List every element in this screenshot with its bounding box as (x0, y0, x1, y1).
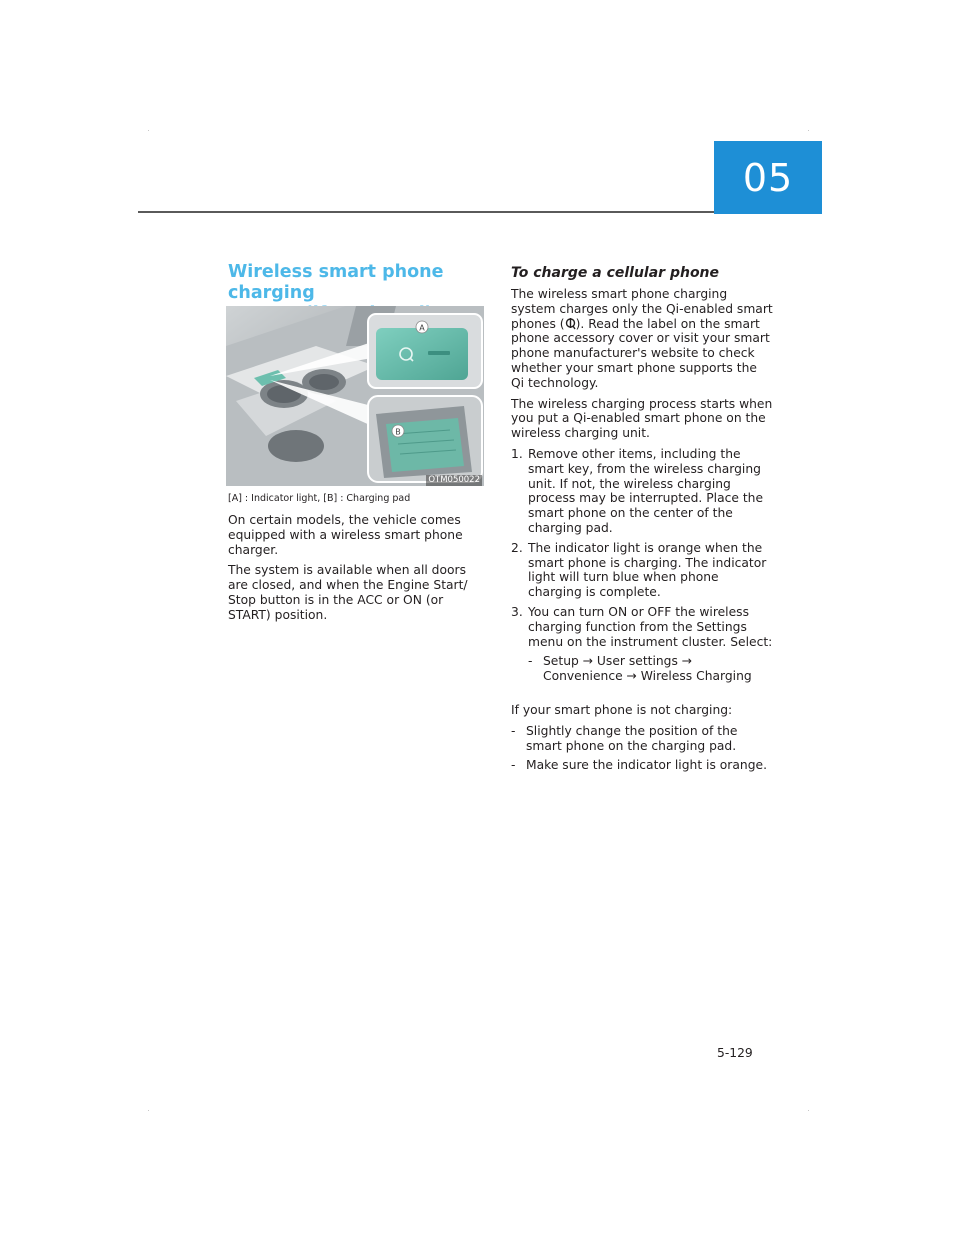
qi-text-before: The wireless smart phone charging system charges only the Qi-enabled smart phones ( (511, 287, 773, 331)
right-column (511, 264, 773, 778)
step-number: 2. (511, 540, 523, 555)
page-number: 5-129 (717, 1046, 753, 1060)
qi-wireless-icon (565, 317, 576, 330)
step-text: The indicator light is orange when the smart phone is charging. The indicator light will turn blue when phone charging is complete. (528, 540, 767, 600)
settings-path (528, 654, 773, 684)
troubleshoot-item (511, 724, 773, 754)
step-text: Remove other items, including the smart key, from the wireless charging unit. If not, the wireless charging process may be interrupted. Place the smart phone on the center of the charging pad. (528, 446, 764, 535)
step-item (511, 541, 773, 600)
steps-list (511, 447, 773, 689)
charging-figure (226, 306, 484, 486)
step-text: You can turn ON or OFF the wireless charging function from the Settings menu on the instrument cluster. Select: (528, 604, 773, 649)
figure-caption: [A] : Indicator light, [B] : Charging pad (228, 493, 411, 504)
troubleshoot-item (511, 758, 773, 773)
qi-paragraph (511, 287, 773, 391)
step-item (511, 605, 773, 689)
print-mark (808, 1110, 809, 1111)
left-body (228, 513, 484, 629)
availability-paragraph: The system is available when all doors are closed, and when the Engine Start/ Stop button is in the ACC or ON (or START) position. (228, 563, 468, 622)
chapter-tab: 05 (714, 141, 822, 214)
figure-code: OTM050022 (428, 475, 480, 485)
console-illustration (226, 306, 484, 486)
print-mark (808, 130, 809, 131)
qi-text-after: ). Read the label on the smart phone accessory cover or visit your smart phone manufacturer's website to check whether your smart phone supports the Qi technology. (511, 316, 770, 390)
settings-path-list (528, 654, 773, 684)
label-a: A (419, 323, 425, 333)
print-mark (148, 130, 149, 131)
process-paragraph: The wireless charging process starts when you put a Qi-enabled smart phone on the wireless charging unit. (511, 396, 773, 441)
dash-marker: - (511, 723, 516, 738)
dash-marker: - (528, 654, 533, 669)
troubleshoot-text: Slightly change the position of the smart phone on the charging pad. (526, 723, 738, 753)
print-mark (148, 1110, 149, 1111)
troubleshoot-list (511, 724, 773, 773)
intro-paragraph: On certain models, the vehicle comes equipped with a wireless smart phone charger. (228, 513, 463, 557)
dash-marker: - (511, 758, 516, 773)
troubleshoot-text: Make sure the indicator light is orange. (526, 758, 767, 773)
troubleshoot-title: If your smart phone is not charging: (511, 702, 733, 717)
settings-path-text: Setup → User settings → Convenience → Wireless Charging (543, 654, 752, 684)
label-b: B (395, 427, 401, 437)
subsection-title: To charge a cellular phone (511, 265, 720, 281)
step-number: 3. (511, 604, 523, 619)
section-title-line1: Wireless smart phone charging (228, 262, 444, 303)
header-rule (138, 211, 714, 213)
step-number: 1. (511, 446, 523, 461)
step-item (511, 447, 773, 536)
